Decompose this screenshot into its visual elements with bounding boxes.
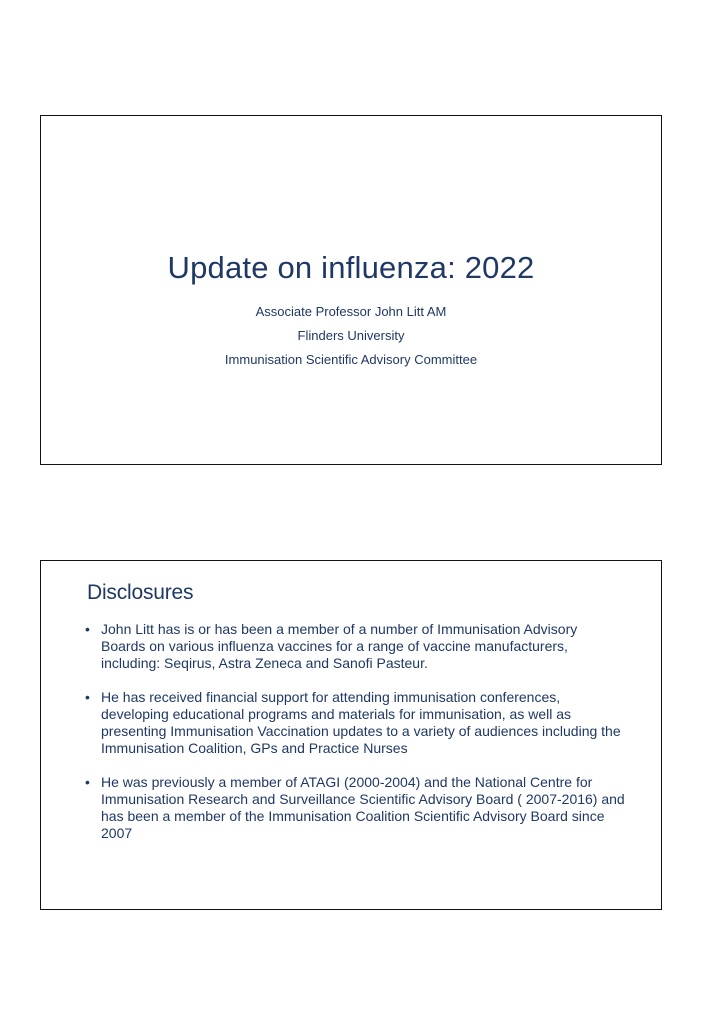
presenter-name: Associate Professor John Litt AM xyxy=(255,304,447,319)
disclosures-list xyxy=(85,621,625,859)
bullet-text: He has received financial support for attending immunisation conferences, developing educational programs and materials for immunisation, as well as presenting Immunisation Vaccination updates to a variety of audiences including the Immunisation Coalition, GPs and Practice Nurses xyxy=(101,689,621,756)
bullet-text: He was previously a member of ATAGI (2000-2004) and the National Centre for Immunisation Research and Surveillance Scientific Advisory Board ( 2007-2016) and has been a member of the Immunisation Coalition Scientific Advisory Board since 2007 xyxy=(101,774,625,841)
list-item xyxy=(85,774,625,842)
slide-title: Update on influenza: 2022 xyxy=(167,250,535,285)
bullet-icon: • xyxy=(85,774,90,790)
presenter-committee: Immunisation Scientific Advisory Committee xyxy=(224,352,478,367)
bullet-icon: • xyxy=(85,689,90,705)
list-item xyxy=(85,689,625,757)
slide-subtitle-block xyxy=(41,300,661,372)
title-slide xyxy=(40,115,662,465)
bullet-text: John Litt has is or has been a member of a number of Immunisation Advisory Boards on various influenza vaccines for a range of vaccine manufacturers, including: Seqirus, Astra Zeneca and Sanofi Pasteur. xyxy=(101,621,578,671)
list-item xyxy=(85,621,625,672)
disclosures-heading: Disclosures xyxy=(87,581,194,604)
disclosures-slide xyxy=(40,560,662,910)
presenter-affiliation: Flinders University xyxy=(297,328,405,343)
bullet-icon: • xyxy=(85,621,90,637)
